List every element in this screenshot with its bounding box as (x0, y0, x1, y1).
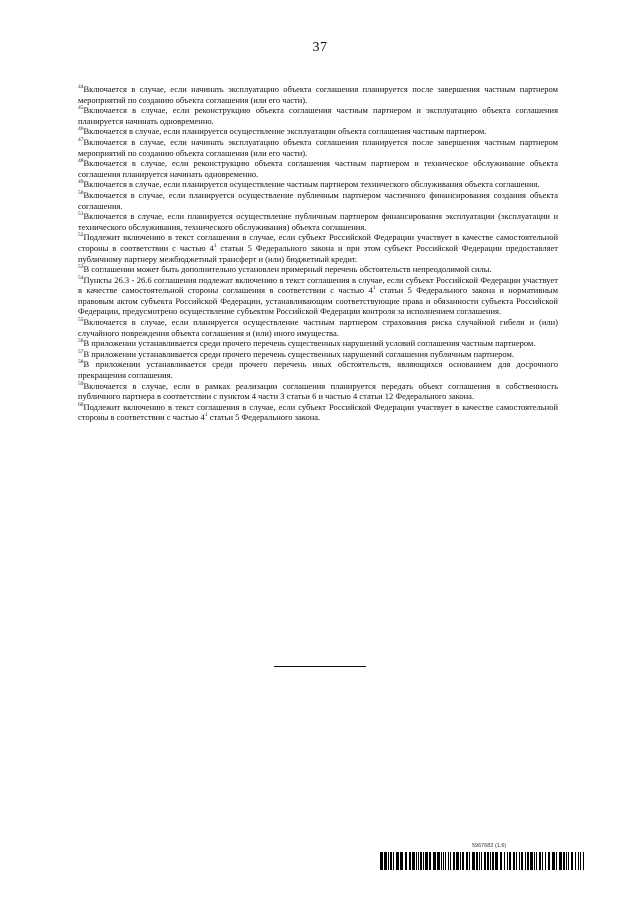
footnote-number: 58 (78, 359, 84, 366)
barcode-bar (437, 852, 440, 870)
barcode-bar (575, 852, 576, 870)
barcode-bar (484, 852, 486, 870)
footnote-text: статьи 5 Федерального закона и нормативным правовым актом субъекта Российской Федерации, устанавливающим соответствующие права и обязанности субъекта Российской Федерации, предусмотрено осуществление субъектом Российской Федерации контроля за исполнением соглашения. (78, 285, 558, 317)
barcode-bar (479, 852, 480, 870)
footnote (78, 126, 558, 137)
footnote (78, 338, 558, 349)
footnote (78, 179, 558, 190)
footnote (78, 158, 558, 179)
barcode-bar (556, 852, 557, 870)
footnote (78, 211, 558, 232)
footnote-number: 56 (78, 338, 84, 345)
barcode-bar (390, 852, 392, 870)
superscript-reference: 1 (213, 243, 217, 250)
footnote-number: 45 (78, 105, 84, 112)
footnote-text: Включается в случае, если планируется осуществление частным партнером страхования риска случайной гибели и (или) случайного повреждения объекта соглашения и (или) иного имущества. (78, 317, 558, 338)
barcode-bar (456, 852, 459, 870)
footnote (78, 84, 558, 105)
barcode-bar (380, 852, 383, 870)
barcode-bar (539, 852, 541, 870)
footnote-number: 44 (78, 84, 84, 91)
footnote (78, 381, 558, 402)
barcode-bar (462, 852, 464, 870)
footnote-number: 47 (78, 137, 84, 144)
footnote (78, 275, 558, 317)
footnote-text: Включается в случае, если планируется осуществление публичным партнером финансирования эксплуатации (эксплуатации и технического обслуживания, технического обслуживания) объекта соглашения. (78, 211, 558, 232)
barcode-bar (563, 852, 565, 870)
footnote (78, 359, 558, 380)
footnote-number: 59 (78, 380, 84, 387)
barcode-bar (495, 852, 498, 870)
barcode-bar (545, 852, 546, 870)
barcode-bar (460, 852, 461, 870)
barcode-bar (400, 852, 403, 870)
barcode-bar (578, 852, 579, 870)
footnote-number: 46 (78, 126, 84, 133)
barcode-bar (490, 852, 491, 870)
barcode-bar (466, 852, 468, 870)
footnote (78, 317, 558, 338)
barcode-bar (425, 852, 428, 870)
footnote (78, 349, 558, 360)
barcode-bar (420, 852, 422, 870)
footnote-text: статьи 5 Федерального закона и при этом субъект Российской Федерации предоставляет публичному партнеру межбюджетный трансферт и (или) бюджетный кредит. (78, 242, 558, 264)
footnote-text: Подлежит включению в текст соглашения в случае, если субъект Российской Федерации участвует в качестве самостоятельной стороны в соответствии с частью 4 (78, 232, 558, 253)
footnote-text: Включается в случае, если реконструкцию объекта соглашения частным партнером и техническое обслуживание объекта соглашения планируется начинать одновременно. (78, 158, 558, 179)
footnote-number: 52 (78, 232, 84, 239)
barcode-bar (469, 852, 470, 870)
footnote (78, 190, 558, 211)
footnote (78, 232, 558, 264)
footnote (78, 137, 558, 158)
barcode-bar (472, 852, 475, 870)
footnote-text: В приложении устанавливается среди прочего перечень существенных нарушений условий соглашения частным партнером. (83, 338, 536, 349)
barcode-bar (418, 852, 419, 870)
footnote-number: 49 (78, 179, 84, 186)
page-number: 37 (312, 40, 328, 55)
footnote-number: 50 (78, 190, 84, 197)
barcode-bar (571, 852, 573, 870)
footnote-text: Включается в случае, если планируется осуществление эксплуатации объекта соглашения частным партнером. (83, 126, 487, 137)
barcode-bar (487, 852, 489, 870)
barcode-bar (453, 852, 455, 870)
barcode-bar (521, 852, 523, 870)
footnote-text: Включается в случае, если планируется осуществление частным партнером технического обслуживания объекта соглашения. (83, 179, 540, 190)
barcode-bar (507, 852, 508, 870)
footnote-text: Включается в случае, если начинать эксплуатацию объекта соглашения планируется после завершения частным партнером мероприятий по созданию объекта соглашения (или его части). (78, 84, 558, 105)
barcode-bar (516, 852, 517, 870)
footnote (78, 402, 558, 423)
barcode-bar (568, 852, 569, 870)
footnote-text: статьи 5 Федерального закона. (207, 412, 321, 423)
superscript-reference: 1 (204, 412, 208, 419)
barcode-bar (450, 852, 451, 870)
barcode-bar (433, 852, 436, 870)
barcode-bar (412, 852, 415, 870)
barcode-bar (388, 852, 389, 870)
barcode-bar (583, 852, 584, 870)
barcode-bar (481, 852, 482, 870)
barcode-bar (405, 852, 407, 870)
barcode-bar (443, 852, 444, 870)
barcode-bar (534, 852, 535, 870)
barcode-bar (509, 852, 511, 870)
barcode-bar (525, 852, 526, 870)
end-separator-line (274, 666, 366, 667)
barcode-bar (548, 852, 550, 870)
barcode-bar (396, 852, 399, 870)
barcode-bar (513, 852, 515, 870)
footnote (78, 105, 558, 126)
barcode-bar (409, 852, 411, 870)
footnote-text: Включается в случае, если в рамках реализации соглашения планируется передать объект соглашения в собственность публичного партнера в соответствии с пунктом 4 части 3 статьи 6 и частью 4 статьи 12 Федерального закона. (78, 380, 558, 402)
footnotes-list (78, 84, 558, 423)
barcode-bar (393, 852, 394, 870)
barcode-bar (448, 852, 449, 870)
barcode-bar (552, 852, 555, 870)
barcode-bar (423, 852, 424, 870)
barcode-bar (536, 852, 537, 870)
footnote-number: 51 (78, 211, 84, 218)
barcode-image (380, 852, 584, 870)
barcode-bar (530, 852, 533, 870)
footnote-text: Включается в случае, если начинать эксплуатацию объекта соглашения планируется после завершения частным партнером мероприятий по созданию объекта соглашения (или его части). (78, 136, 558, 158)
footnote-number: 57 (78, 349, 84, 356)
footnote-text: В соглашении может быть дополнительно установлен примерный перечень обстоятельств непреодолимой силы. (83, 264, 492, 275)
barcode-bar (527, 852, 529, 870)
barcode-bar (429, 852, 431, 870)
footnote-number: 48 (78, 158, 84, 165)
barcode-bar (504, 852, 505, 870)
barcode-bar (476, 852, 478, 870)
barcode-bar (416, 852, 417, 870)
footnote-number: 60 (78, 401, 84, 408)
barcode-bar (500, 852, 502, 870)
barcode-bar (559, 852, 562, 870)
barcode-label: 5967682 (1.6) (472, 843, 507, 849)
barcode-bar (492, 852, 494, 870)
footnote-number: 55 (78, 317, 84, 324)
footnote-text: В приложении устанавливается среди прочего перечень существенных нарушений соглашения публичным партнером. (83, 348, 515, 359)
footnote-text: Включается в случае, если планируется осуществление публичным партнером частичного финансирования создания объекта соглашения. (78, 189, 558, 211)
footnote (78, 264, 558, 275)
superscript-reference: 1 (372, 285, 376, 292)
footnote-number: 53 (78, 264, 84, 271)
barcode-bar (445, 852, 446, 870)
footnote-text: Подлежит включению в текст соглашения в случае, если субъект Российской Федерации участвует в качестве самостоятельной стороны в соответствии с частью 4 (78, 401, 558, 423)
footnote-text: Пункты 26.3 - 26.6 соглашения подлежат включению в текст соглашения в случае, если субъект Российской Федерации участвует в качестве самостоятельной стороны соглашения в соответствии с частью 4 (78, 274, 558, 296)
footnote-text: Включается в случае, если реконструкцию объекта соглашения частным партнером и эксплуатацию объекта соглашения планируется начинать одновременно. (78, 105, 558, 126)
barcode-bar (580, 852, 581, 870)
barcode-bar (566, 852, 567, 870)
barcode-bar (542, 852, 543, 870)
footnote-text: В приложении устанавливается среди прочего перечень иных обстоятельств, являющихся основанием для досрочного прекращения соглашения. (78, 359, 558, 381)
footnote-number: 54 (78, 274, 84, 281)
barcode-bar (441, 852, 442, 870)
barcode-bar (384, 852, 387, 870)
barcode-bar (519, 852, 520, 870)
